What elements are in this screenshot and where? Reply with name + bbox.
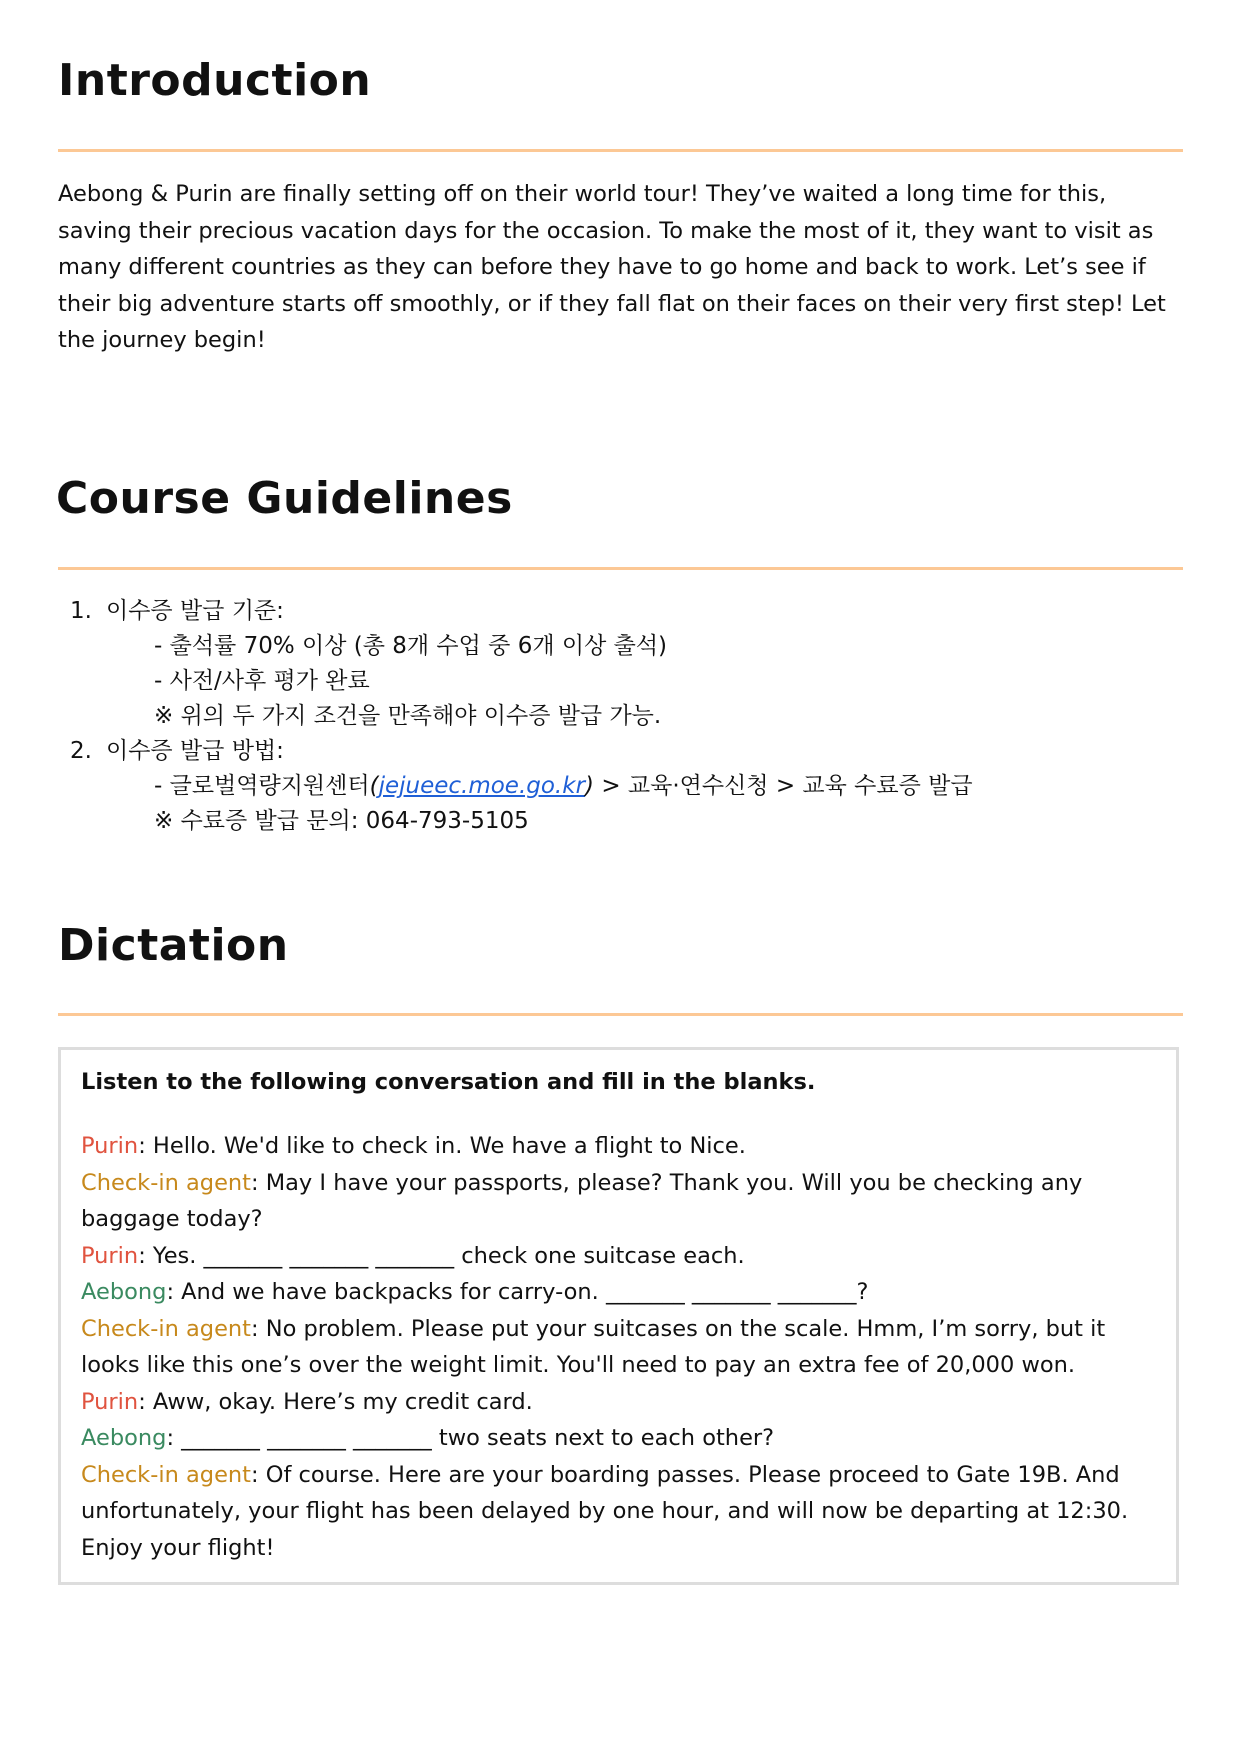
speaker-name: Check-in agent <box>81 1461 251 1488</box>
dialogue-line <box>81 1128 1156 1165</box>
dialogue-text: : And we have backpacks for carry-on. _______ _______ _______? <box>166 1279 869 1305</box>
paren-open: ( <box>369 773 379 799</box>
speaker-name: Aebong <box>81 1425 167 1451</box>
dialogue-line <box>81 1457 1156 1567</box>
conversation <box>81 1128 1156 1566</box>
dialogue-line <box>81 1420 1156 1457</box>
introduction-title: Introduction <box>58 55 372 106</box>
dialogue-line <box>81 1274 1156 1311</box>
guideline-heading: 이수증 발급 기준: <box>106 598 284 624</box>
speaker-name: Check-in agent <box>81 1315 251 1342</box>
dialogue-line <box>81 1384 1156 1421</box>
dictation-box <box>58 1047 1179 1585</box>
contact-line: ※ 수료증 발급 문의: 064-793-5105 <box>154 808 529 834</box>
list-number: 2. <box>70 738 92 764</box>
dialogue-line <box>81 1238 1156 1275</box>
dialogue-line <box>81 1165 1156 1238</box>
guidelines-title: Course Guidelines <box>56 473 513 524</box>
dictation-title: Dictation <box>58 920 289 971</box>
speaker-name: Purin <box>81 1133 139 1159</box>
dialogue-text: : Hello. We'd like to check in. We have a flight to Nice. <box>138 1133 746 1159</box>
guideline-line <box>106 769 973 804</box>
dialogue-text: : May I have your passports, please? Thank you. Will you be checking any baggage today? <box>81 1169 1083 1232</box>
introduction-divider <box>58 149 1183 152</box>
guideline-heading: 이수증 발급 방법: <box>106 738 284 764</box>
guideline-item-2 <box>58 734 973 839</box>
dialogue-text: : Of course. Here are your boarding passes. Please proceed to Gate 19B. And unfortunately, your flight has been delayed by one hour, and will now be departing at 12:30. Enjoy your flight! <box>81 1461 1129 1561</box>
speaker-name: Purin <box>81 1242 139 1269</box>
dialogue-text: : Yes. _______ _______ _______ check one suitcase each. <box>138 1242 745 1269</box>
guideline-line: ※ 위의 두 가지 조건을 만족해야 이수증 발급 가능. <box>154 703 662 729</box>
speaker-name: Aebong <box>81 1279 167 1305</box>
guidelines-divider <box>58 567 1183 570</box>
speaker-name: Check-in agent <box>81 1169 251 1196</box>
dictation-instruction: Listen to the following conversation and fill in the blanks. <box>81 1069 816 1095</box>
paren-close: ) <box>585 773 595 799</box>
guidelines-list <box>58 594 973 839</box>
website-link[interactable]: jejueec.moe.go.kr <box>378 773 586 799</box>
dictation-divider <box>58 1013 1183 1016</box>
speaker-name: Purin <box>81 1388 139 1415</box>
guideline-line: - 사전/사후 평가 완료 <box>154 668 370 694</box>
guideline-line: - 출석률 70% 이상 (총 8개 수업 중 6개 이상 출석) <box>154 633 668 659</box>
dialogue-text: : _______ _______ _______ two seats next to each other? <box>166 1425 775 1451</box>
list-number: 1. <box>70 598 92 624</box>
menu-path: > 교육·연수신청 > 교육 수료증 발급 <box>594 773 973 799</box>
dialogue-line <box>81 1311 1156 1384</box>
guideline-item-1 <box>58 594 973 734</box>
dialogue-text: : No problem. Please put your suitcases on the scale. Hmm, I’m sorry, but it looks like this one’s over the weight limit. You'll need to pay an extra fee of 20,000 won. <box>81 1315 1106 1378</box>
dialogue-text: : Aww, okay. Here’s my credit card. <box>138 1388 533 1415</box>
introduction-body: Aebong & Purin are finally setting off on their world tour! They’ve waited a long time for this, saving their precious vacation days for the occasion. To make the most of it, they want to visit as many different countries as they can before they have to go home and back to work. Let’s see if their big adventure starts off smoothly, or if they fall flat on their faces on their very first step! Let the journey begin! <box>58 181 1166 353</box>
center-name: - 글로벌역량지원센터 <box>154 773 370 799</box>
